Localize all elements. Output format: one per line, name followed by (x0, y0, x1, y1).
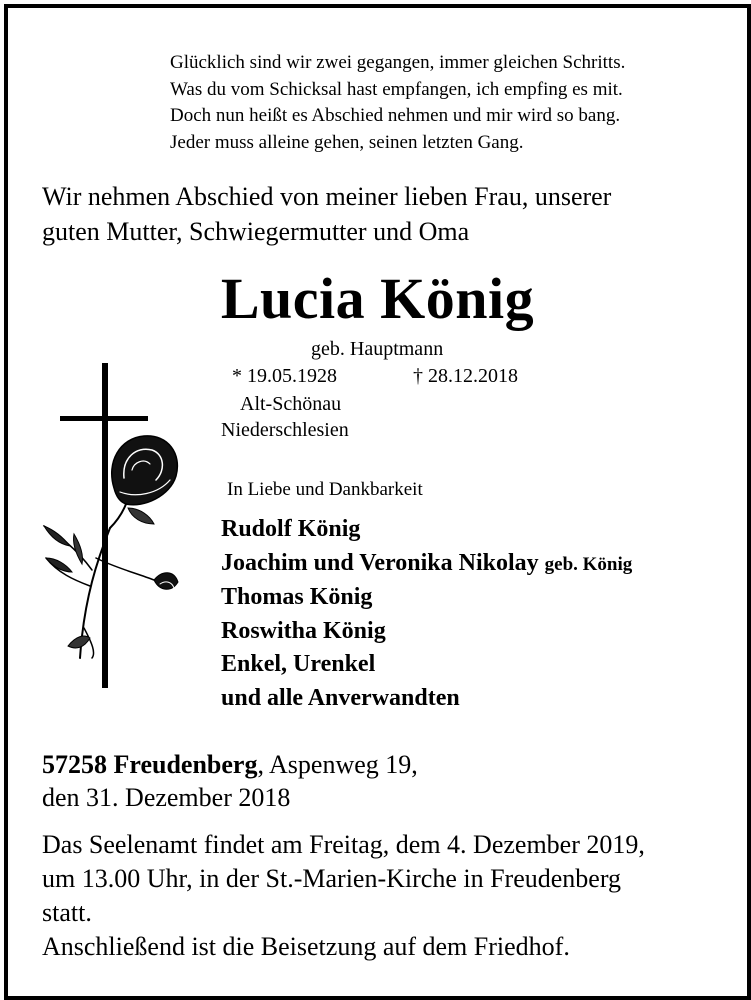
date-line: den 31. Dezember 2018 (42, 783, 291, 812)
rose-icon (44, 436, 178, 658)
deceased-name: Lucia König (220, 266, 535, 331)
address-line (42, 748, 418, 781)
birthplace-region: Niederschlesien (221, 419, 349, 441)
birth-date: * 19.05.1928 (232, 365, 337, 387)
obituary-frame (4, 4, 751, 1000)
mourner-maiden-note: geb. König (544, 553, 633, 575)
mourner-name: und alle Anverwandten (221, 684, 460, 711)
mourner-name: Roswitha König (221, 617, 386, 644)
poem-line: Was du vom Schicksal hast empfangen, ich empfing es mit. (170, 78, 623, 100)
notice-line: Anschließend ist die Beisetzung auf dem Friedhof. (42, 932, 570, 961)
maiden-name: geb. Hauptmann (311, 338, 444, 360)
intro-text (42, 180, 611, 249)
mourners-heading: In Liebe und Dankbarkeit (227, 479, 423, 500)
birthplace-town: Alt-Schönau (240, 393, 342, 415)
zip-city: 57258 Freudenberg (42, 750, 258, 779)
intro-line: guten Mutter, Schwiegermutter und Oma (42, 216, 470, 246)
poem-line: Doch nun heißt es Abschied nehmen und mir wird so bang. (170, 105, 621, 127)
mourner-name: Thomas König (221, 584, 373, 610)
poem-line: Glücklich sind wir zwei gegangen, immer gleichen Schritts. (170, 52, 626, 73)
mourner-name (221, 547, 632, 582)
poem (170, 50, 625, 157)
address-block (42, 748, 418, 814)
mourner-name: Enkel, Urenkel (221, 651, 376, 677)
notice-line: statt. (42, 898, 92, 927)
mourners-list (221, 513, 632, 715)
service-notice (42, 828, 645, 964)
cross-icon (60, 363, 148, 688)
mourner-name-main: Joachim und Veronika Nikolay (221, 549, 539, 576)
cross-and-rose-graphic (36, 358, 196, 698)
street: , Aspenweg 19, (257, 750, 418, 779)
mourner-name: Rudolf König (221, 516, 361, 542)
notice-line: um 13.00 Uhr, in der St.-Marien-Kirche in Freudenberg (42, 864, 622, 893)
poem-line: Jeder muss alleine gehen, seinen letzten Gang. (170, 132, 524, 154)
intro-line: Wir nehmen Abschied von meiner lieben Frau, unserer (42, 182, 612, 211)
death-date: † 28.12.2018 (413, 365, 518, 387)
notice-line: Das Seelenamt findet am Freitag, dem 4. Dezember 2019, (42, 830, 645, 859)
